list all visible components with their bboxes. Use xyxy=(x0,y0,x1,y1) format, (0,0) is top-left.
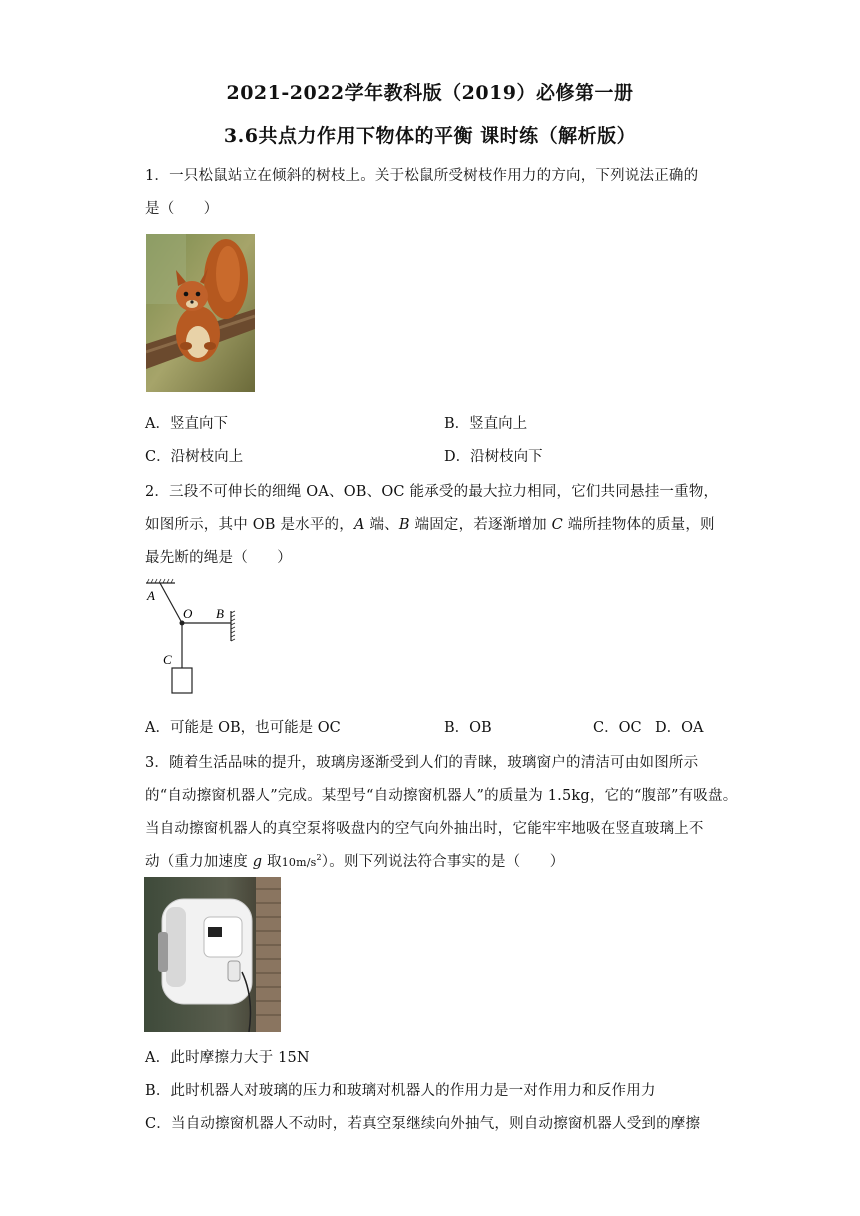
q3-option-c: C．当自动擦窗机器人不动时，若真空泵继续向外抽气，则自动擦窗机器人受到的摩擦 xyxy=(145,1116,701,1132)
q3-stem-line2: 的“自动擦窗机器人”完成。某型号“自动擦窗机器人”的质量为 1.5kg，它的“腹部”有吸盘。 xyxy=(145,788,738,804)
q1-stem-line1: 1．一只松鼠站立在倾斜的树枝上。关于松鼠所受树枝作用力的方向，下列说法正确的 xyxy=(145,168,699,184)
q3-option-b: B．此时机器人对玻璃的压力和玻璃对机器人的作用力是一对作用力和反作用力 xyxy=(145,1083,656,1099)
q3-stem-line4: 动（重力加速度 g 取$10m/s^2$）。则下列说法符合事实的是（ ） xyxy=(145,853,565,870)
q2-option-a: A．可能是 OB，也可能是 OC xyxy=(145,720,341,736)
q2-option-c: C．OC xyxy=(593,720,642,736)
document-title: 2021-2022学年教科版（2019）必修第一册 xyxy=(226,82,634,104)
label-c: C xyxy=(163,652,172,667)
q3-stem-line1: 3．随着生活品味的提升，玻璃房逐渐受到人们的青睐，玻璃窗户的清洁可由如图所示 xyxy=(145,755,699,771)
q1-option-d: D．沿树枝向下 xyxy=(444,449,543,465)
q1-option-b: B．竖直向上 xyxy=(444,416,528,432)
q1-option-a: A．竖直向下 xyxy=(145,416,228,432)
rope-diagram xyxy=(143,578,243,698)
q1-stem-line2: 是（ ） xyxy=(145,201,219,217)
q1-option-c: C．沿树枝向上 xyxy=(145,449,244,465)
label-b: B xyxy=(216,606,224,621)
squirrel-photo xyxy=(146,234,255,392)
label-o: O xyxy=(183,606,193,621)
q3-stem-line3: 当自动擦窗机器人的真空泵将吸盘内的空气向外抽出时，它能牢牢地吸在竖直玻璃上不 xyxy=(145,821,704,837)
window-robot-photo xyxy=(144,877,281,1032)
q2-option-d: D．OA xyxy=(655,720,704,736)
q2-stem-line1: 2．三段不可伸长的细绳 OA、OB、OC 能承受的最大拉力相同，它们共同悬挂一重物， xyxy=(145,484,719,500)
q2-stem-line2: 如图所示，其中 OB 是水平的，A 端、B 端固定，若逐渐增加 C 端所挂物体的质量，则 xyxy=(145,517,715,533)
document-subtitle: 3.6共点力作用下物体的平衡 课时练（解析版） xyxy=(223,125,637,147)
q3-option-a: A．此时摩擦力大于 15N xyxy=(145,1050,310,1066)
label-a: A xyxy=(147,588,155,603)
q2-stem-line3: 最先断的绳是（ ） xyxy=(145,550,292,566)
q2-option-b: B．OB xyxy=(444,720,492,736)
